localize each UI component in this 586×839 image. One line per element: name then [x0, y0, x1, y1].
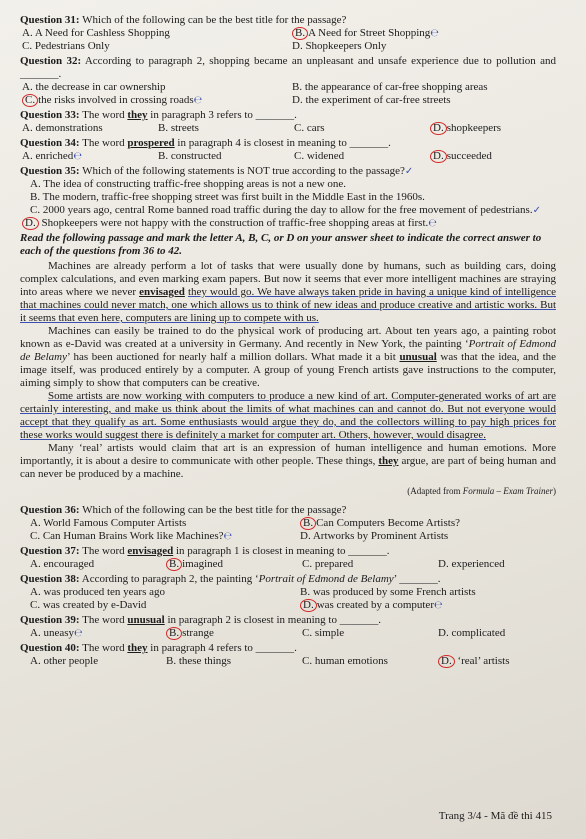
option-text: succeeded [446, 150, 492, 162]
pen-mark-icon: ℮ [428, 218, 437, 229]
question-text: Which of the following can be the best title for the passage? [82, 14, 347, 26]
option-a[interactable]: A. the decrease in car ownership [22, 81, 166, 93]
painting-title: Portrait of Edmond de Belamy [20, 338, 556, 363]
source-title: Formula – Exam Trainer [462, 486, 553, 496]
check-mark-icon: ✓ [532, 205, 541, 216]
paragraph-text: argue, are part of being human and can never be produced by a machine. [20, 455, 556, 480]
question-text: Which of the following statements is NOT true according to the passage? [82, 165, 405, 177]
option-a[interactable]: A. A Need for Cashless Shopping [22, 27, 170, 39]
question-number: Question 36: [20, 504, 80, 516]
question-37 [20, 545, 556, 571]
painting-title: Portrait of Edmond de Belamy [258, 573, 394, 585]
question-number: Question 34: [20, 137, 80, 149]
passage-paragraph-3 [20, 390, 556, 442]
highlighted-word: prospered [127, 137, 175, 149]
question-text: According to paragraph 2, shopping became an unpleasant and unsafe experience due to pollution and _______. [20, 55, 556, 80]
option-text: the risks involved in crossing roads [38, 94, 194, 106]
question-text: The word [82, 109, 125, 121]
pen-mark-icon: ℮ [433, 600, 443, 611]
paragraph-text: Some artists are now working with computers to produce a new kind of art. Computer-generated works of art are certainly interesting, and make us think about the limits of what machines can and cannot do. But not everyone would accept that they qualify as art. Some enthusiasts would argue they do, and the collectors willing to pay high prices for these works would suggest there is definitely a market for computer art. Others, however, would disagree. [20, 390, 556, 441]
answer-circle: B. [300, 517, 316, 530]
option-text: imagined [182, 558, 224, 570]
option-b[interactable]: B. these things [166, 655, 232, 667]
question-number: Question 40: [20, 642, 80, 654]
paragraph-text: Machines can easily be trained to do the physical work of producing art. About ten years ago, a painting robot known as e-David was created at a university in Germany. And recently in New York, the painting ‘ [20, 325, 556, 350]
question-text: in paragraph 2 is closest in meaning to _______. [167, 614, 381, 626]
pen-mark-icon: ℮ [223, 531, 233, 542]
question-number: Question 39: [20, 614, 80, 626]
option-c[interactable]: C. Pedestrians Only [22, 40, 110, 52]
option-text: A. enriched [22, 150, 74, 162]
answer-circle: B. [292, 27, 308, 40]
option-c[interactable]: C. simple [302, 627, 345, 639]
option-b[interactable]: B. streets [158, 122, 199, 134]
option-b[interactable]: B. was produced by some French artists [300, 586, 476, 598]
question-text: The word [82, 137, 125, 149]
option-text: A. uneasy [30, 627, 74, 639]
option-text: C. Can Human Brains Work like Machines? [30, 530, 224, 542]
option-text: shopkeepers [446, 122, 502, 134]
answer-circle: B. [166, 627, 182, 640]
highlighted-word: envisaged [127, 545, 174, 557]
question-text: The word [82, 545, 125, 557]
highlighted-word: they [127, 109, 148, 121]
option-c[interactable] [20, 204, 556, 217]
option-d[interactable]: D. Artworks by Prominent Artists [300, 530, 449, 542]
passage-paragraph-2 [20, 325, 556, 390]
question-31 [20, 14, 556, 53]
answer-circle: D. [438, 655, 455, 668]
question-text: The word [82, 642, 125, 654]
option-a[interactable] [20, 627, 164, 640]
paragraph-text: Machines are already perform a lot of tasks that were usually done by humans, such as building cars, doing complex calculations, and even marking exam papers. But now it seems that ever more intelligent machines are straying into areas where we never [20, 260, 556, 298]
question-number: Question 33: [20, 109, 80, 121]
option-c[interactable] [20, 530, 298, 543]
highlighted-word: envisaged [139, 286, 185, 298]
option-a[interactable]: A. other people [30, 655, 99, 667]
passage-source [20, 485, 556, 498]
option-text: strange [182, 627, 214, 639]
option-b[interactable]: B. The modern, traffic-free shopping street was first built in the Middle East in the 1960s. [30, 191, 425, 203]
option-d-selected[interactable] [428, 122, 564, 135]
option-b[interactable]: B. constructed [158, 150, 222, 162]
question-number: Question 35: [20, 165, 80, 177]
option-c[interactable]: C. widened [294, 150, 345, 162]
paragraph-text: they would go. We have always taken pride in having a unique kind of intelligence that machines could never match, one which allows us to think of new ideas and produce creative and artistic works. But it seems that even here, computers are lining up to compete with us. [20, 286, 557, 324]
section-instruction: Read the following passage and mark the letter A, B, C, or D on your answer sheet to indicate the correct answer to each of the questions from 36 to 42. [20, 232, 542, 257]
option-c[interactable]: C. was created by e-David [30, 599, 147, 611]
question-text: in paragraph 4 refers to _______. [150, 642, 297, 654]
option-d-selected[interactable] [428, 150, 564, 163]
option-a[interactable]: A. was produced ten years ago [30, 586, 166, 598]
question-32 [20, 55, 556, 107]
pen-mark-icon: ℮ [73, 151, 82, 162]
option-b[interactable]: B. the appearance of car-free shopping areas [292, 81, 488, 93]
option-text: C. 2000 years ago, central Rome banned road traffic during the day to allow for the free movement of pedestrians. [30, 204, 533, 216]
question-number: Question 38: [20, 573, 80, 585]
question-38 [20, 573, 556, 612]
option-c[interactable]: C. cars [294, 122, 325, 134]
option-d[interactable]: D. complicated [438, 627, 506, 639]
source-text: ) [553, 486, 556, 496]
option-text: A Need for Street Shopping [308, 27, 431, 39]
question-text: ’ _______. [393, 573, 441, 585]
pen-mark-icon: ℮ [193, 95, 203, 106]
option-b-selected[interactable] [298, 517, 568, 530]
question-35 [20, 165, 556, 230]
option-b-selected[interactable] [290, 27, 560, 40]
option-b-selected[interactable] [164, 558, 300, 571]
passage-paragraph-1 [20, 260, 556, 325]
paragraph-text: ’ has been auctioned for nearly half a million dollars. What made it a bit [67, 351, 396, 363]
passage-paragraph-4 [20, 442, 556, 481]
page-footer: Trang 3/4 - Mã đề thi 415 [438, 810, 552, 822]
option-c[interactable]: C. prepared [302, 558, 354, 570]
source-text: (Adapted from [407, 486, 461, 496]
question-text: The word [82, 614, 125, 626]
question-text: Which of the following can be the best title for the passage? [82, 504, 347, 516]
option-d-selected[interactable] [20, 217, 556, 230]
answer-circle: D. [22, 217, 39, 230]
answer-circle: D. [430, 150, 447, 163]
option-text: ‘real’ artists [457, 655, 510, 667]
question-36 [20, 504, 556, 543]
question-text: in paragraph 3 refers to _______. [150, 109, 297, 121]
question-number: Question 32: [20, 55, 82, 67]
option-text: Can Computers Become Artists? [316, 517, 460, 529]
pen-mark-icon: ℮ [74, 628, 83, 639]
option-a[interactable]: A. encouraged [30, 558, 95, 570]
question-number: Question 37: [20, 545, 80, 557]
answer-circle: D. [300, 599, 317, 612]
question-39 [20, 614, 556, 640]
question-34 [20, 137, 556, 163]
answer-circle: B. [166, 558, 182, 571]
highlighted-word: unusual [399, 351, 437, 363]
option-a[interactable]: A. World Famous Computer Artists [30, 517, 187, 529]
option-d-selected[interactable] [436, 655, 572, 668]
paragraph-text: Many ‘real’ artists would claim that art is an expression of human intelligence and human emotions. More importantly, it is about a desire to communicate with other people. These things, [20, 442, 556, 467]
option-d[interactable]: D. Shopkeepers Only [292, 40, 387, 52]
option-b-selected[interactable] [164, 627, 300, 640]
option-text: was created by a computer [316, 599, 434, 611]
answer-circle: D. [430, 122, 447, 135]
option-c-selected[interactable] [20, 94, 290, 107]
question-text: According to paragraph 2, the painting ‘ [81, 573, 259, 585]
highlighted-word: they [127, 642, 148, 654]
option-c[interactable]: C. human emotions [302, 655, 388, 667]
question-number: Question 31: [20, 14, 80, 26]
option-d[interactable]: D. experienced [438, 558, 505, 570]
option-d[interactable]: D. the experiment of car-free streets [292, 94, 451, 106]
reading-passage [20, 260, 556, 498]
option-a[interactable]: A. demonstrations [22, 122, 103, 134]
pen-mark-icon: ℮ [430, 28, 439, 39]
highlighted-word: unusual [127, 614, 165, 626]
question-40 [20, 642, 556, 668]
option-text: Shopkeepers were not happy with the construction of traffic-free shopping areas at first. [41, 217, 429, 229]
option-a[interactable]: A. The idea of constructing traffic-free shopping areas is not a new one. [30, 178, 347, 190]
paragraph-text: was that the idea, and the image itself, was produced entirely by a computer. A group of young French artists gave instructions to the computer, aiming simply to show that computers can be creative. [20, 351, 557, 389]
answer-circle: C. [22, 94, 38, 107]
question-text: in paragraph 4 is closest in meaning to _______. [177, 137, 391, 149]
check-mark-icon: ✓ [404, 166, 414, 177]
highlighted-word: they [378, 455, 399, 467]
question-33 [20, 109, 556, 135]
question-text: in paragraph 1 is closest in meaning to _______. [175, 545, 390, 557]
option-d-selected[interactable] [298, 599, 568, 612]
option-a[interactable] [20, 150, 156, 163]
